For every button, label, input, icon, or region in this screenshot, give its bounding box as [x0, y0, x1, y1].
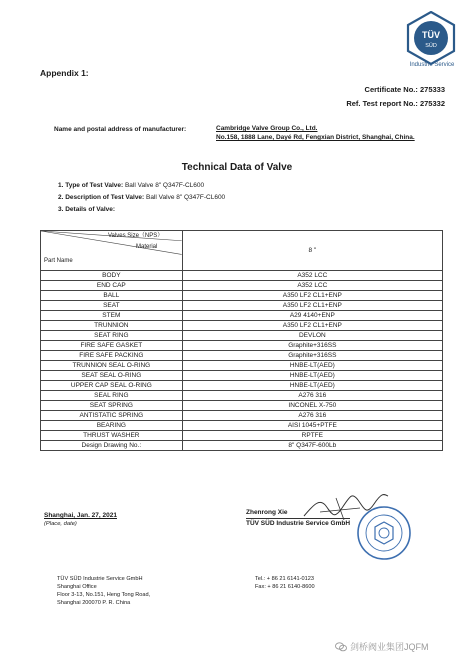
- detail-label: 3. Details of Valve:: [58, 206, 116, 213]
- footer-line: Shanghai Office: [57, 584, 97, 590]
- certificate-block: [265, 83, 445, 111]
- document-title: Technical Data of Valve: [181, 162, 293, 173]
- part-name-cell: STEM: [41, 311, 183, 321]
- part-name-cell: SEAT SPRING: [41, 401, 183, 411]
- material-cell: HNBE-LT(AED): [182, 371, 442, 381]
- part-name-cell: BODY: [41, 271, 183, 281]
- table-row: [41, 281, 443, 291]
- tuv-sud-logo: [405, 11, 457, 65]
- valve-data-table: [40, 230, 443, 451]
- part-name-cell: ANTISTATIC SPRING: [41, 411, 183, 421]
- valve-details: [58, 180, 225, 216]
- footer-line: Floor 3-13, No.151, Heng Tong Road,: [57, 592, 151, 598]
- part-name-cell: BEARING: [41, 421, 183, 431]
- footer-contact: [255, 575, 315, 591]
- material-cell: A276 316: [182, 391, 442, 401]
- material-cell: AISI 1045+PTFE: [182, 421, 442, 431]
- detail-description: [58, 192, 225, 204]
- table-row: [41, 381, 443, 391]
- material-cell: A352 LCC: [182, 281, 442, 291]
- material-cell: DEVLON: [182, 331, 442, 341]
- part-name-cell: FIRE SAFE GASKET: [41, 341, 183, 351]
- material-cell: Graphite+316SS: [182, 351, 442, 361]
- part-name-cell: SEAT RING: [41, 331, 183, 341]
- material-cell: A276 316: [182, 411, 442, 421]
- header-material: Material: [136, 244, 158, 250]
- material-cell: RPTFE: [182, 431, 442, 441]
- detail-valve: [58, 204, 225, 216]
- footer-address: [57, 575, 150, 607]
- material-cell: A350 LF2 CL1+ENP: [182, 321, 442, 331]
- signer-organization: TÜV SÜD Industrie Service GmbH: [246, 520, 351, 527]
- table-row: [41, 371, 443, 381]
- wechat-icon: [335, 642, 347, 652]
- part-name-cell: SEAL RING: [41, 391, 183, 401]
- logo-text-sud: SÜD: [425, 43, 437, 49]
- header-part-name: Part Name: [44, 258, 73, 264]
- detail-type: [58, 180, 225, 192]
- table-header-diagonal-cell: [41, 231, 183, 271]
- material-cell: Graphite+316SS: [182, 341, 442, 351]
- part-name-cell: Design Drawing No.:: [41, 441, 183, 451]
- manufacturer-label: Name and postal address of manufacturer:: [54, 126, 187, 133]
- part-name-cell: SEAT SEAL O-RING: [41, 371, 183, 381]
- signature-date-caption: (Place, date): [44, 521, 77, 527]
- watermark: [335, 640, 429, 653]
- signer-name: Zhenrong Xie: [246, 509, 288, 516]
- manufacturer-value: [216, 124, 415, 142]
- table-row: [41, 271, 443, 281]
- footer-line: TÜV SÜD Industrie Service GmbH: [57, 576, 143, 582]
- material-cell: HNBE-LT(AED): [182, 361, 442, 371]
- part-name-cell: SEAT: [41, 301, 183, 311]
- part-name-cell: UPPER CAP SEAL O-RING: [41, 381, 183, 391]
- material-cell: A350 LF2 CL1+ENP: [182, 291, 442, 301]
- manufacturer-address: No.158, 1888 Lane, Dayé Rd, Fengxian District, Shanghai, China.: [216, 134, 415, 141]
- header-size-value: 8 ": [182, 231, 442, 271]
- logo-text-tuv: TÜV: [422, 30, 440, 40]
- table-row: [41, 341, 443, 351]
- table-row: [41, 301, 443, 311]
- part-name-cell: TRUNNION: [41, 321, 183, 331]
- part-name-cell: BALL: [41, 291, 183, 301]
- part-name-cell: TRUNNION SEAL O-RING: [41, 361, 183, 371]
- detail-value: Ball Valve 8" Q347F-CL600: [146, 194, 226, 201]
- material-cell: A350 LF2 CL1+ENP: [182, 301, 442, 311]
- footer-tel: Tel.: + 86 21 6141-0123: [255, 576, 314, 582]
- detail-label: 1. Type of Test Valve:: [58, 182, 124, 189]
- material-cell: A352 LCC: [182, 271, 442, 281]
- manufacturer-name: Cambridge Valve Group Co., Ltd.: [216, 125, 318, 132]
- material-cell: HNBE-LT(AED): [182, 381, 442, 391]
- part-name-cell: FIRE SAFE PACKING: [41, 351, 183, 361]
- table-row: [41, 441, 443, 451]
- logo-caption: Industrie Service: [409, 62, 455, 68]
- table-row: [41, 411, 443, 421]
- table-header-row: [41, 231, 443, 271]
- table-row: [41, 311, 443, 321]
- ref-report-number: Ref. Test report No.: 275332: [346, 99, 445, 108]
- table-row: [41, 361, 443, 371]
- header-valves-size: Valves Size（NPS）: [108, 233, 164, 239]
- footer-line: Shanghai 200070 P. R. China: [57, 600, 131, 606]
- table-row: [41, 421, 443, 431]
- table-row: [41, 331, 443, 341]
- table-row: [41, 291, 443, 301]
- official-stamp: [356, 505, 412, 561]
- watermark-text: 剑桥阀业集团JQFM: [350, 642, 429, 652]
- certificate-number: Certificate No.: 275333: [364, 85, 445, 94]
- part-name-cell: THRUST WASHER: [41, 431, 183, 441]
- material-cell: INCONEL X-750: [182, 401, 442, 411]
- detail-label: 2. Description of Test Valve:: [58, 194, 145, 201]
- material-cell: 8" Q347F-600Lb: [182, 441, 442, 451]
- appendix-label: Appendix 1:: [40, 68, 89, 78]
- table-row: [41, 351, 443, 361]
- table-row: [41, 391, 443, 401]
- material-cell: A29 4140+ENP: [182, 311, 442, 321]
- part-name-cell: END CAP: [41, 281, 183, 291]
- footer-fax: Fax: + 86 21 6140-8600: [255, 584, 315, 590]
- detail-value: Ball Valve 8" Q347F-CL600: [124, 182, 205, 189]
- signature-date: Shanghai, Jan. 27, 2021: [44, 512, 117, 519]
- table-row: [41, 401, 443, 411]
- table-row: [41, 321, 443, 331]
- table-row: [41, 431, 443, 441]
